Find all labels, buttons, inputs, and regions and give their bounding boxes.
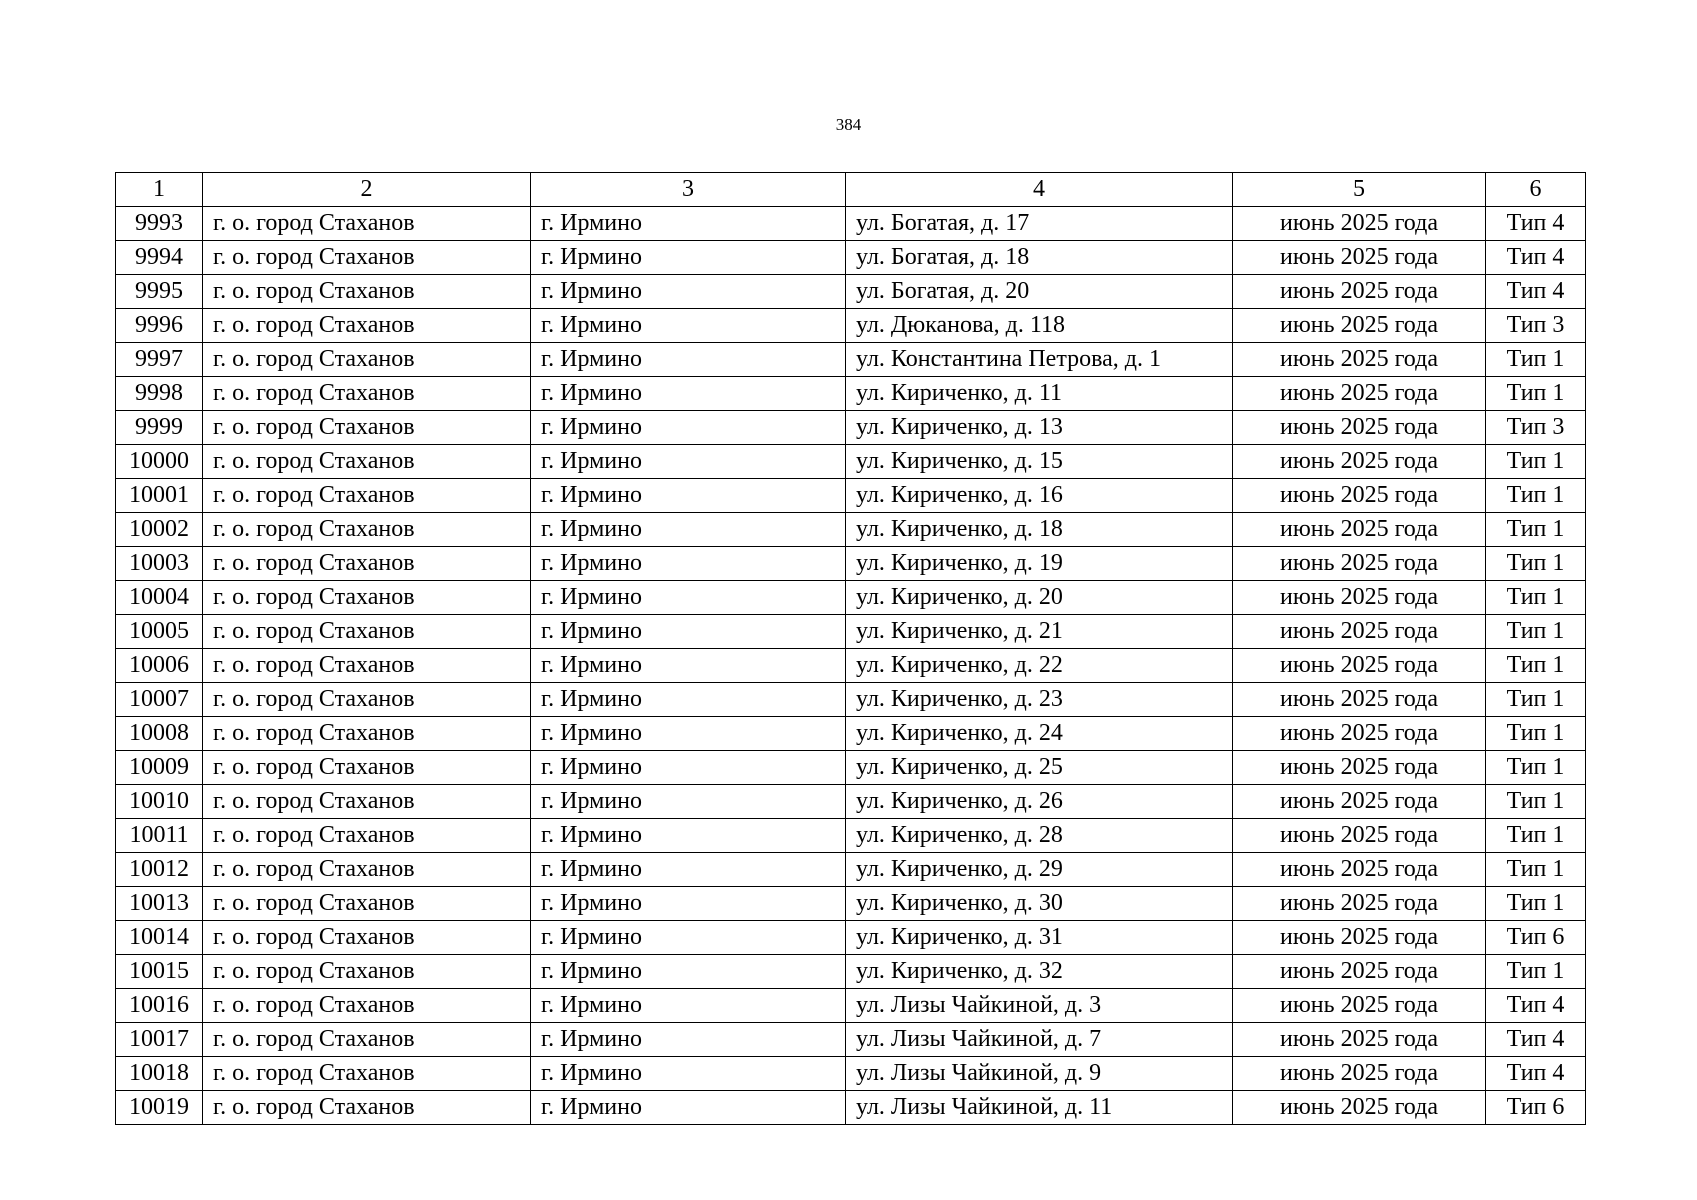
address-cell: ул. Кириченко, д. 16 (846, 479, 1233, 513)
address-cell: ул. Кириченко, д. 18 (846, 513, 1233, 547)
settlement-cell: г. Ирмино (531, 445, 846, 479)
district-cell: г. о. город Стаханов (203, 1091, 531, 1125)
table-row (116, 853, 1586, 887)
table-row (116, 309, 1586, 343)
address-cell: ул. Кириченко, д. 20 (846, 581, 1233, 615)
table-row (116, 751, 1586, 785)
settlement-cell: г. Ирмино (531, 1023, 846, 1057)
address-cell: ул. Кириченко, д. 25 (846, 751, 1233, 785)
settlement-cell: г. Ирмино (531, 853, 846, 887)
column-header-6: 6 (1486, 173, 1586, 207)
row-number-cell: 10014 (116, 921, 203, 955)
row-number-cell: 9995 (116, 275, 203, 309)
table-row (116, 275, 1586, 309)
type-cell: Тип 1 (1486, 887, 1586, 921)
district-cell: г. о. город Стаханов (203, 581, 531, 615)
table-row (116, 649, 1586, 683)
row-number-cell: 9998 (116, 377, 203, 411)
type-cell: Тип 1 (1486, 819, 1586, 853)
settlement-cell: г. Ирмино (531, 343, 846, 377)
address-cell: ул. Дюканова, д. 118 (846, 309, 1233, 343)
address-cell: ул. Кириченко, д. 15 (846, 445, 1233, 479)
table-row (116, 547, 1586, 581)
settlement-cell: г. Ирмино (531, 377, 846, 411)
district-cell: г. о. город Стаханов (203, 615, 531, 649)
settlement-cell: г. Ирмино (531, 241, 846, 275)
type-cell: Тип 4 (1486, 207, 1586, 241)
settlement-cell: г. Ирмино (531, 479, 846, 513)
date-cell: июнь 2025 года (1233, 445, 1486, 479)
type-cell: Тип 1 (1486, 683, 1586, 717)
type-cell: Тип 4 (1486, 275, 1586, 309)
date-cell: июнь 2025 года (1233, 785, 1486, 819)
address-cell: ул. Константина Петрова, д. 1 (846, 343, 1233, 377)
date-cell: июнь 2025 года (1233, 1091, 1486, 1125)
district-cell: г. о. город Стаханов (203, 819, 531, 853)
address-cell: ул. Лизы Чайкиной, д. 11 (846, 1091, 1233, 1125)
date-cell: июнь 2025 года (1233, 683, 1486, 717)
address-cell: ул. Кириченко, д. 29 (846, 853, 1233, 887)
settlement-cell: г. Ирмино (531, 309, 846, 343)
district-cell: г. о. город Стаханов (203, 275, 531, 309)
row-number-cell: 10016 (116, 989, 203, 1023)
table-row (116, 479, 1586, 513)
district-cell: г. о. город Стаханов (203, 547, 531, 581)
date-cell: июнь 2025 года (1233, 1023, 1486, 1057)
address-cell: ул. Кириченко, д. 31 (846, 921, 1233, 955)
row-number-cell: 10006 (116, 649, 203, 683)
address-cell: ул. Кириченко, д. 24 (846, 717, 1233, 751)
address-cell: ул. Кириченко, д. 28 (846, 819, 1233, 853)
type-cell: Тип 1 (1486, 785, 1586, 819)
row-number-cell: 10019 (116, 1091, 203, 1125)
table-row (116, 343, 1586, 377)
date-cell: июнь 2025 года (1233, 717, 1486, 751)
settlement-cell: г. Ирмино (531, 649, 846, 683)
row-number-cell: 10005 (116, 615, 203, 649)
type-cell: Тип 1 (1486, 377, 1586, 411)
date-cell: июнь 2025 года (1233, 887, 1486, 921)
district-cell: г. о. город Стаханов (203, 989, 531, 1023)
type-cell: Тип 6 (1486, 921, 1586, 955)
district-cell: г. о. город Стаханов (203, 649, 531, 683)
date-cell: июнь 2025 года (1233, 275, 1486, 309)
date-cell: июнь 2025 года (1233, 751, 1486, 785)
date-cell: июнь 2025 года (1233, 955, 1486, 989)
row-number-cell: 10000 (116, 445, 203, 479)
district-cell: г. о. город Стаханов (203, 1057, 531, 1091)
type-cell: Тип 1 (1486, 717, 1586, 751)
district-cell: г. о. город Стаханов (203, 955, 531, 989)
settlement-cell: г. Ирмино (531, 751, 846, 785)
address-cell: ул. Кириченко, д. 30 (846, 887, 1233, 921)
settlement-cell: г. Ирмино (531, 989, 846, 1023)
type-cell: Тип 1 (1486, 615, 1586, 649)
settlement-cell: г. Ирмино (531, 1057, 846, 1091)
settlement-cell: г. Ирмино (531, 955, 846, 989)
address-cell: ул. Кириченко, д. 26 (846, 785, 1233, 819)
row-number-cell: 10004 (116, 581, 203, 615)
settlement-cell: г. Ирмино (531, 547, 846, 581)
settlement-cell: г. Ирмино (531, 717, 846, 751)
type-cell: Тип 1 (1486, 955, 1586, 989)
settlement-cell: г. Ирмино (531, 275, 846, 309)
type-cell: Тип 3 (1486, 411, 1586, 445)
date-cell: июнь 2025 года (1233, 853, 1486, 887)
table-row (116, 615, 1586, 649)
district-cell: г. о. город Стаханов (203, 377, 531, 411)
row-number-cell: 10017 (116, 1023, 203, 1057)
date-cell: июнь 2025 года (1233, 513, 1486, 547)
date-cell: июнь 2025 года (1233, 241, 1486, 275)
row-number-cell: 10003 (116, 547, 203, 581)
settlement-cell: г. Ирмино (531, 615, 846, 649)
date-cell: июнь 2025 года (1233, 309, 1486, 343)
table-row (116, 1023, 1586, 1057)
date-cell: июнь 2025 года (1233, 411, 1486, 445)
address-cell: ул. Богатая, д. 20 (846, 275, 1233, 309)
date-cell: июнь 2025 года (1233, 207, 1486, 241)
date-cell: июнь 2025 года (1233, 581, 1486, 615)
row-number-cell: 10010 (116, 785, 203, 819)
type-cell: Тип 1 (1486, 343, 1586, 377)
address-cell: ул. Лизы Чайкиной, д. 9 (846, 1057, 1233, 1091)
table-row (116, 1091, 1586, 1125)
district-cell: г. о. город Стаханов (203, 513, 531, 547)
table-row (116, 207, 1586, 241)
table-row (116, 989, 1586, 1023)
date-cell: июнь 2025 года (1233, 649, 1486, 683)
type-cell: Тип 1 (1486, 445, 1586, 479)
district-cell: г. о. город Стаханов (203, 1023, 531, 1057)
row-number-cell: 10009 (116, 751, 203, 785)
table-row (116, 241, 1586, 275)
table-row (116, 887, 1586, 921)
type-cell: Тип 4 (1486, 1057, 1586, 1091)
district-cell: г. о. город Стаханов (203, 241, 531, 275)
district-cell: г. о. город Стаханов (203, 887, 531, 921)
address-cell: ул. Лизы Чайкиной, д. 3 (846, 989, 1233, 1023)
table-row (116, 819, 1586, 853)
district-cell: г. о. город Стаханов (203, 479, 531, 513)
district-cell: г. о. город Стаханов (203, 445, 531, 479)
address-cell: ул. Кириченко, д. 23 (846, 683, 1233, 717)
address-cell: ул. Кириченко, д. 22 (846, 649, 1233, 683)
district-cell: г. о. город Стаханов (203, 683, 531, 717)
date-cell: июнь 2025 года (1233, 547, 1486, 581)
address-cell: ул. Кириченко, д. 21 (846, 615, 1233, 649)
column-header-4: 4 (846, 173, 1233, 207)
district-cell: г. о. город Стаханов (203, 921, 531, 955)
row-number-cell: 9993 (116, 207, 203, 241)
table-row (116, 445, 1586, 479)
table-row (116, 377, 1586, 411)
settlement-cell: г. Ирмино (531, 207, 846, 241)
type-cell: Тип 4 (1486, 1023, 1586, 1057)
row-number-cell: 9997 (116, 343, 203, 377)
type-cell: Тип 1 (1486, 649, 1586, 683)
district-cell: г. о. город Стаханов (203, 751, 531, 785)
table-row (116, 411, 1586, 445)
table-body (116, 207, 1586, 1125)
date-cell: июнь 2025 года (1233, 343, 1486, 377)
date-cell: июнь 2025 года (1233, 377, 1486, 411)
date-cell: июнь 2025 года (1233, 615, 1486, 649)
address-cell: ул. Кириченко, д. 32 (846, 955, 1233, 989)
row-number-cell: 10012 (116, 853, 203, 887)
address-cell: ул. Кириченко, д. 19 (846, 547, 1233, 581)
settlement-cell: г. Ирмино (531, 1091, 846, 1125)
address-cell: ул. Кириченко, д. 11 (846, 377, 1233, 411)
row-number-cell: 10015 (116, 955, 203, 989)
district-cell: г. о. город Стаханов (203, 717, 531, 751)
row-number-cell: 10007 (116, 683, 203, 717)
column-header-5: 5 (1233, 173, 1486, 207)
row-number-cell: 10001 (116, 479, 203, 513)
row-number-cell: 10002 (116, 513, 203, 547)
type-cell: Тип 6 (1486, 1091, 1586, 1125)
type-cell: Тип 4 (1486, 241, 1586, 275)
district-cell: г. о. город Стаханов (203, 785, 531, 819)
type-cell: Тип 3 (1486, 309, 1586, 343)
column-header-1: 1 (116, 173, 203, 207)
settlement-cell: г. Ирмино (531, 921, 846, 955)
district-cell: г. о. город Стаханов (203, 207, 531, 241)
address-cell: ул. Богатая, д. 18 (846, 241, 1233, 275)
date-cell: июнь 2025 года (1233, 921, 1486, 955)
type-cell: Тип 1 (1486, 479, 1586, 513)
table-row (116, 921, 1586, 955)
address-cell: ул. Кириченко, д. 13 (846, 411, 1233, 445)
table-row (116, 785, 1586, 819)
settlement-cell: г. Ирмино (531, 513, 846, 547)
date-cell: июнь 2025 года (1233, 1057, 1486, 1091)
settlement-cell: г. Ирмино (531, 819, 846, 853)
district-cell: г. о. город Стаханов (203, 343, 531, 377)
register-table (115, 172, 1586, 1125)
table-header-row (116, 173, 1586, 207)
table-row (116, 581, 1586, 615)
type-cell: Тип 4 (1486, 989, 1586, 1023)
page-number: 384 (835, 115, 862, 134)
settlement-cell: г. Ирмино (531, 581, 846, 615)
table-row (116, 717, 1586, 751)
settlement-cell: г. Ирмино (531, 887, 846, 921)
column-header-2: 2 (203, 173, 531, 207)
row-number-cell: 10018 (116, 1057, 203, 1091)
table-row (116, 955, 1586, 989)
column-header-3: 3 (531, 173, 846, 207)
address-cell: ул. Богатая, д. 17 (846, 207, 1233, 241)
settlement-cell: г. Ирмино (531, 683, 846, 717)
district-cell: г. о. город Стаханов (203, 309, 531, 343)
type-cell: Тип 1 (1486, 513, 1586, 547)
date-cell: июнь 2025 года (1233, 819, 1486, 853)
row-number-cell: 9996 (116, 309, 203, 343)
type-cell: Тип 1 (1486, 547, 1586, 581)
district-cell: г. о. город Стаханов (203, 853, 531, 887)
row-number-cell: 9994 (116, 241, 203, 275)
row-number-cell: 9999 (116, 411, 203, 445)
district-cell: г. о. город Стаханов (203, 411, 531, 445)
settlement-cell: г. Ирмино (531, 411, 846, 445)
date-cell: июнь 2025 года (1233, 479, 1486, 513)
row-number-cell: 10013 (116, 887, 203, 921)
table-row (116, 1057, 1586, 1091)
type-cell: Тип 1 (1486, 581, 1586, 615)
row-number-cell: 10008 (116, 717, 203, 751)
address-cell: ул. Лизы Чайкиной, д. 7 (846, 1023, 1233, 1057)
table-row (116, 513, 1586, 547)
type-cell: Тип 1 (1486, 751, 1586, 785)
type-cell: Тип 1 (1486, 853, 1586, 887)
row-number-cell: 10011 (116, 819, 203, 853)
settlement-cell: г. Ирмино (531, 785, 846, 819)
date-cell: июнь 2025 года (1233, 989, 1486, 1023)
table-row (116, 683, 1586, 717)
